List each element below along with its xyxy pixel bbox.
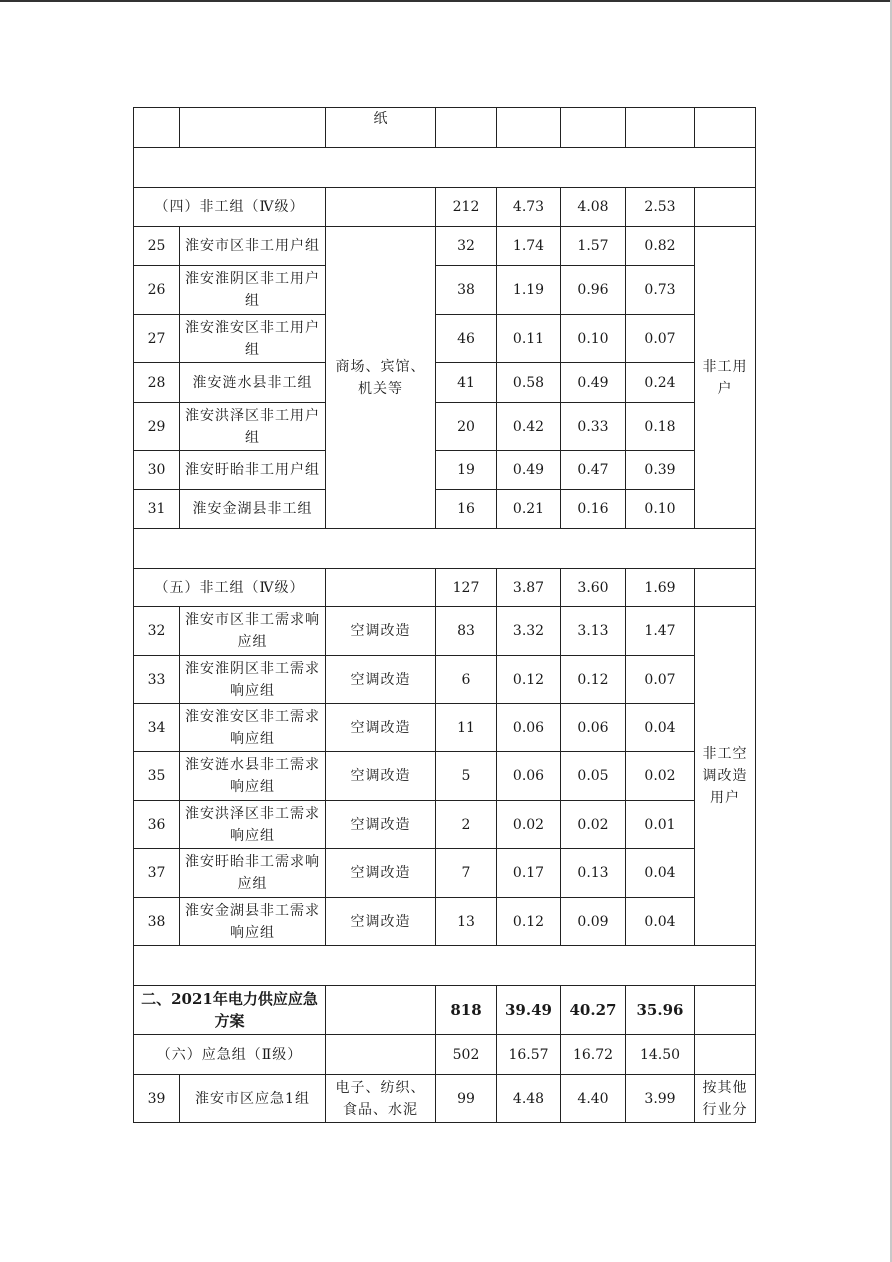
count-cell: 99 — [436, 1075, 497, 1123]
table-row — [134, 1075, 756, 1123]
value-cell: 4.40 — [561, 1075, 626, 1123]
type-cell: 电子、纺织、食品、水泥 — [326, 1075, 436, 1123]
value-cell: 0.73 — [626, 266, 695, 315]
count-cell: 2 — [436, 801, 497, 849]
page-top-border — [0, 0, 892, 2]
value-cell: 16.57 — [497, 1035, 561, 1075]
count-cell: 32 — [436, 227, 497, 266]
table-row — [134, 849, 756, 898]
table-row — [134, 801, 756, 849]
table-row — [134, 315, 756, 363]
group-name: 淮安涟水县非工需求响应组 — [180, 752, 326, 801]
group-name: 淮安市区非工用户组 — [180, 227, 326, 266]
value-cell: 0.49 — [497, 451, 561, 490]
table-row — [134, 108, 756, 148]
table-row — [134, 656, 756, 704]
type-cell: 空调改造 — [326, 607, 436, 656]
table-row — [134, 704, 756, 752]
value-cell: 0.12 — [561, 656, 626, 704]
group-name: 淮安淮安区非工用户组 — [180, 315, 326, 363]
count-cell: 818 — [436, 986, 497, 1035]
row-number: 37 — [134, 849, 180, 898]
value-cell: 0.39 — [626, 451, 695, 490]
group-name: 淮安洪泽区非工需求响应组 — [180, 801, 326, 849]
value-cell: 0.10 — [561, 315, 626, 363]
count-cell: 127 — [436, 569, 497, 607]
type-cell: 空调改造 — [326, 752, 436, 801]
value-cell: 0.02 — [626, 752, 695, 801]
value-cell: 3.32 — [497, 607, 561, 656]
value-cell: 0.12 — [497, 656, 561, 704]
value-cell: 0.07 — [626, 315, 695, 363]
value-cell: 0.16 — [561, 490, 626, 529]
row-number: 39 — [134, 1075, 180, 1123]
type-cell: 空调改造 — [326, 704, 436, 752]
type-cell: 空调改造 — [326, 898, 436, 946]
value-cell: 0.17 — [497, 849, 561, 898]
value-cell: 0.82 — [626, 227, 695, 266]
value-cell: 0.96 — [561, 266, 626, 315]
count-cell: 38 — [436, 266, 497, 315]
row-number: 32 — [134, 607, 180, 656]
row-number: 38 — [134, 898, 180, 946]
row-number: 25 — [134, 227, 180, 266]
value-cell: 0.10 — [626, 490, 695, 529]
value-cell: 4.73 — [497, 188, 561, 227]
row-number: 36 — [134, 801, 180, 849]
group-name: 淮安淮阴区非工需求响应组 — [180, 656, 326, 704]
group-name: 淮安洪泽区非工用户组 — [180, 403, 326, 451]
value-cell: 0.42 — [497, 403, 561, 451]
table-row — [134, 266, 756, 315]
section-title: （五）非工组（Ⅳ级） — [134, 569, 326, 607]
section-title: （四）非工组（Ⅳ级） — [134, 188, 326, 227]
value-cell: 0.06 — [497, 752, 561, 801]
spacer-row — [134, 529, 756, 569]
spacer-row — [134, 946, 756, 986]
value-cell: 3.60 — [561, 569, 626, 607]
value-cell: 3.99 — [626, 1075, 695, 1123]
value-cell: 0.58 — [497, 363, 561, 403]
type-cell: 商场、宾馆、机关等 — [326, 227, 436, 529]
value-cell: 0.02 — [561, 801, 626, 849]
table-row — [134, 607, 756, 656]
value-cell: 0.49 — [561, 363, 626, 403]
value-cell: 1.74 — [497, 227, 561, 266]
row-number: 30 — [134, 451, 180, 490]
value-cell: 0.02 — [497, 801, 561, 849]
count-cell: 212 — [436, 188, 497, 227]
note-cell: 按其他行业分 — [695, 1075, 756, 1123]
count-cell: 41 — [436, 363, 497, 403]
type-cell: 空调改造 — [326, 849, 436, 898]
value-cell: 3.87 — [497, 569, 561, 607]
count-cell: 502 — [436, 1035, 497, 1075]
spacer-row — [134, 148, 756, 188]
value-cell: 14.50 — [626, 1035, 695, 1075]
group-name: 淮安盱眙非工用户组 — [180, 451, 326, 490]
count-cell: 83 — [436, 607, 497, 656]
value-cell: 0.06 — [561, 704, 626, 752]
value-cell: 0.13 — [561, 849, 626, 898]
value-cell: 1.57 — [561, 227, 626, 266]
value-cell: 35.96 — [626, 986, 695, 1035]
group-name: 淮安盱眙非工需求响应组 — [180, 849, 326, 898]
value-cell: 0.47 — [561, 451, 626, 490]
group-name: 淮安金湖县非工需求响应组 — [180, 898, 326, 946]
group-name: 淮安淮安区非工需求响应组 — [180, 704, 326, 752]
row-number: 35 — [134, 752, 180, 801]
group-name: 淮安市区非工需求响应组 — [180, 607, 326, 656]
row-number: 26 — [134, 266, 180, 315]
plan-row — [134, 986, 756, 1035]
value-cell: 0.07 — [626, 656, 695, 704]
value-cell: 0.01 — [626, 801, 695, 849]
value-cell: 0.12 — [497, 898, 561, 946]
type-cell: 空调改造 — [326, 656, 436, 704]
value-cell: 0.04 — [626, 704, 695, 752]
value-cell: 39.49 — [497, 986, 561, 1035]
value-cell: 0.11 — [497, 315, 561, 363]
count-cell: 20 — [436, 403, 497, 451]
value-cell: 1.19 — [497, 266, 561, 315]
row-number: 33 — [134, 656, 180, 704]
table-row — [134, 451, 756, 490]
value-cell: 0.24 — [626, 363, 695, 403]
table-row — [134, 752, 756, 801]
table-row — [134, 490, 756, 529]
group-name: 淮安涟水县非工组 — [180, 363, 326, 403]
value-cell: 1.47 — [626, 607, 695, 656]
value-cell: 0.05 — [561, 752, 626, 801]
row-number: 27 — [134, 315, 180, 363]
value-cell: 40.27 — [561, 986, 626, 1035]
value-cell: 0.06 — [497, 704, 561, 752]
count-cell: 11 — [436, 704, 497, 752]
value-cell: 1.69 — [626, 569, 695, 607]
row-number: 28 — [134, 363, 180, 403]
table-row — [134, 403, 756, 451]
value-cell: 0.33 — [561, 403, 626, 451]
note-cell: 非工用户 — [695, 227, 756, 529]
row-number: 31 — [134, 490, 180, 529]
row-number: 29 — [134, 403, 180, 451]
value-cell: 16.72 — [561, 1035, 626, 1075]
group-name: 淮安金湖县非工组 — [180, 490, 326, 529]
count-cell: 7 — [436, 849, 497, 898]
value-cell: 0.18 — [626, 403, 695, 451]
count-cell: 6 — [436, 656, 497, 704]
count-cell: 13 — [436, 898, 497, 946]
section-row-5 — [134, 569, 756, 607]
table-row — [134, 227, 756, 266]
type-cell: 空调改造 — [326, 801, 436, 849]
value-cell: 0.04 — [626, 898, 695, 946]
plan-title: 二、2021年电力供应应急方案 — [134, 986, 326, 1035]
power-plan-table — [133, 107, 756, 1123]
value-cell: 3.13 — [561, 607, 626, 656]
value-cell: 0.21 — [497, 490, 561, 529]
group-name: 淮安市区应急1组 — [180, 1075, 326, 1123]
table-row — [134, 898, 756, 946]
table-row — [134, 363, 756, 403]
value-cell: 0.04 — [626, 849, 695, 898]
count-cell: 46 — [436, 315, 497, 363]
note-cell: 非工空调改造用户 — [695, 607, 756, 946]
value-cell: 4.08 — [561, 188, 626, 227]
type-cell: 纸 — [326, 108, 436, 148]
value-cell: 2.53 — [626, 188, 695, 227]
row-number: 34 — [134, 704, 180, 752]
count-cell: 16 — [436, 490, 497, 529]
value-cell: 4.48 — [497, 1075, 561, 1123]
group-name: 淮安淮阴区非工用户组 — [180, 266, 326, 315]
section-title: （六）应急组（Ⅱ级） — [134, 1035, 326, 1075]
count-cell: 5 — [436, 752, 497, 801]
value-cell: 0.09 — [561, 898, 626, 946]
section-row-4 — [134, 188, 756, 227]
count-cell: 19 — [436, 451, 497, 490]
section-row-6 — [134, 1035, 756, 1075]
